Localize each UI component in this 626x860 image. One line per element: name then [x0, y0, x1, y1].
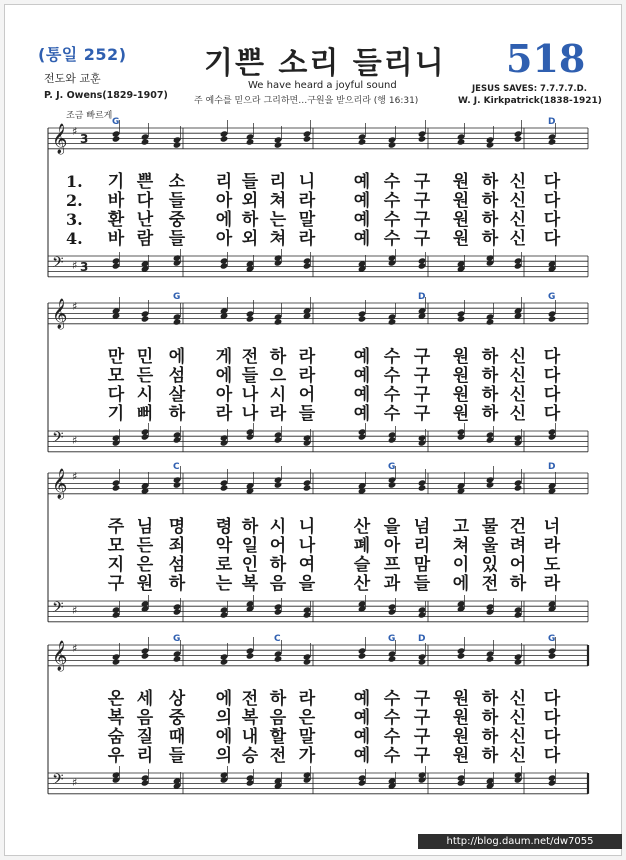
lyric-syllable: 구	[107, 574, 125, 594]
lyric-syllable: 구	[413, 347, 431, 367]
lyric-syllable: 들	[168, 229, 186, 249]
blog-watermark: http://blog.daum.net/dw7055	[418, 834, 622, 849]
key-signature-sharp-icon: ♯	[72, 642, 78, 655]
bass-clef-icon: 𝄢	[52, 771, 64, 792]
lyric-syllable: 신	[509, 708, 527, 728]
chord-symbol: G	[388, 634, 396, 644]
lyric-syllable: 하	[481, 191, 499, 211]
lyric-syllable: 맘	[413, 555, 431, 575]
chord-symbol: D	[418, 634, 426, 644]
lyric-syllable: 예	[353, 385, 371, 405]
lyric-syllable: 신	[509, 191, 527, 211]
lyric-syllable: 기	[107, 404, 125, 424]
lyric-syllable: 원	[452, 385, 470, 405]
lyric-syllable: 수	[383, 746, 401, 766]
lyric-syllable: 신	[509, 172, 527, 192]
lyric-syllable: 쳐	[452, 536, 470, 556]
lyric-syllable: 음	[136, 708, 154, 728]
hymn-title-english: We have heard a joyful sound	[248, 80, 397, 91]
lyric-syllable: 원	[452, 191, 470, 211]
lyric-syllable: 수	[383, 385, 401, 405]
lyric-syllable: 예	[353, 708, 371, 728]
lyric-syllable: 신	[509, 385, 527, 405]
lyric-syllable: 수	[383, 172, 401, 192]
lyric-syllable: 다	[543, 727, 561, 747]
lyric-syllable: 예	[353, 172, 371, 192]
lyric-syllable: 주	[107, 517, 125, 537]
lyric-syllable: 인	[241, 555, 259, 575]
lyric-syllable: 라	[269, 404, 287, 424]
lyric-syllable: 나	[241, 404, 259, 424]
lyric-syllable: 외	[241, 191, 259, 211]
lyric-syllable: 원	[452, 689, 470, 709]
lyric-syllable: 죄	[168, 536, 186, 556]
lyric-syllable: 다	[543, 229, 561, 249]
lyric-syllable: 승	[241, 746, 259, 766]
lyric-syllable: 든	[136, 536, 154, 556]
lyric-line	[0, 347, 626, 367]
lyric-syllable: 신	[509, 229, 527, 249]
lyric-syllable: 구	[413, 210, 431, 230]
lyric-syllable: 음	[269, 574, 287, 594]
tune-name-meter: JESUS SAVES: 7.7.7.7.D.	[472, 84, 587, 94]
lyric-syllable: 수	[383, 689, 401, 709]
lyric-syllable: 세	[136, 689, 154, 709]
lyric-syllable: 예	[353, 191, 371, 211]
lyric-syllable: 다	[543, 347, 561, 367]
lyric-syllable: 모	[107, 536, 125, 556]
lyric-syllable: 예	[353, 366, 371, 386]
hymn-title-korean: 기쁜 소리 들리니	[204, 46, 446, 81]
lyric-syllable: 에	[215, 210, 233, 230]
lyric-syllable: 원	[136, 574, 154, 594]
lyric-syllable: 다	[136, 191, 154, 211]
lyric-syllable: 신	[509, 210, 527, 230]
lyric-syllable: 구	[413, 404, 431, 424]
lyric-syllable: 하	[241, 517, 259, 537]
lyric-syllable: 예	[353, 229, 371, 249]
lyric-syllable: 려	[509, 536, 527, 556]
treble-clef-icon: 𝄞	[52, 299, 68, 329]
lyric-line	[0, 708, 626, 728]
lyric-syllable: 기	[107, 172, 125, 192]
lyric-syllable: 민	[136, 347, 154, 367]
lyric-syllable: 원	[452, 727, 470, 747]
lyric-syllable: 여	[298, 555, 316, 575]
lyric-syllable: 전	[481, 574, 499, 594]
key-signature-sharp-icon: ♯	[72, 300, 78, 313]
lyric-syllable: 할	[269, 727, 287, 747]
lyric-syllable: 들	[241, 172, 259, 192]
lyricist-credit: P. J. Owens(1829-1907)	[44, 90, 168, 101]
verse-number: 4.	[66, 229, 83, 248]
lyric-syllable: 하	[481, 746, 499, 766]
lyric-line	[0, 404, 626, 424]
lyric-syllable: 어	[509, 555, 527, 575]
lyric-syllable: 예	[353, 746, 371, 766]
lyric-syllable: 든	[136, 366, 154, 386]
lyric-syllable: 원	[452, 347, 470, 367]
lyric-syllable: 라	[298, 366, 316, 386]
lyric-syllable: 숨	[107, 727, 125, 747]
lyric-syllable: 들	[413, 574, 431, 594]
lyric-syllable: 구	[413, 366, 431, 386]
lyric-syllable: 다	[543, 366, 561, 386]
lyric-syllable: 소	[168, 172, 186, 192]
lyric-syllable: 예	[353, 689, 371, 709]
lyric-syllable: 는	[215, 574, 233, 594]
lyric-syllable: 다	[543, 708, 561, 728]
lyric-syllable: 구	[413, 727, 431, 747]
lyric-syllable: 다	[543, 689, 561, 709]
bass-staff	[48, 423, 588, 452]
lyric-syllable: 원	[452, 746, 470, 766]
lyric-syllable: 말	[298, 210, 316, 230]
lyric-line	[0, 229, 626, 249]
verse-number: 2.	[66, 191, 83, 210]
lyric-syllable: 과	[383, 574, 401, 594]
lyric-syllable: 하	[481, 708, 499, 728]
lyric-syllable: 하	[168, 404, 186, 424]
treble-clef-icon: 𝄞	[52, 469, 68, 499]
chord-symbol: G	[548, 634, 556, 644]
chord-symbol: D	[548, 462, 556, 472]
chord-symbol: C	[274, 634, 281, 644]
lyric-syllable: 가	[298, 746, 316, 766]
lyric-syllable: 으	[269, 366, 287, 386]
lyric-syllable: 명	[168, 517, 186, 537]
lyric-syllable: 수	[383, 229, 401, 249]
verse-number: 3.	[66, 210, 83, 229]
lyric-syllable: 다	[543, 191, 561, 211]
unified-hymn-number: (통일 252)	[38, 45, 127, 64]
lyric-syllable: 신	[509, 366, 527, 386]
lyric-line	[0, 746, 626, 766]
lyric-syllable: 수	[383, 708, 401, 728]
lyric-syllable: 신	[509, 404, 527, 424]
lyric-line	[0, 172, 626, 192]
lyric-syllable: 게	[215, 347, 233, 367]
lyric-syllable: 외	[241, 229, 259, 249]
lyric-syllable: 다	[543, 404, 561, 424]
lyric-syllable: 니	[298, 172, 316, 192]
treble-clef-icon: 𝄞	[52, 641, 68, 671]
lyric-syllable: 산	[353, 517, 371, 537]
lyric-syllable: 수	[383, 347, 401, 367]
treble-staff	[48, 120, 588, 155]
lyric-syllable: 예	[353, 727, 371, 747]
lyric-syllable: 구	[413, 689, 431, 709]
lyric-syllable: 다	[543, 746, 561, 766]
lyric-syllable: 의	[215, 746, 233, 766]
lyric-syllable: 프	[383, 555, 401, 575]
lyric-syllable: 은	[136, 555, 154, 575]
lyric-syllable: 구	[413, 708, 431, 728]
lyric-syllable: 예	[353, 210, 371, 230]
treble-staff	[48, 297, 588, 330]
hymn-number: 518	[506, 36, 586, 81]
lyric-syllable: 하	[481, 172, 499, 192]
lyric-syllable: 하	[481, 404, 499, 424]
lyric-syllable: 하	[481, 689, 499, 709]
verse-number: 1.	[66, 172, 83, 191]
lyric-syllable: 어	[298, 385, 316, 405]
lyric-syllable: 쳐	[269, 229, 287, 249]
lyric-syllable: 들	[298, 404, 316, 424]
lyric-syllable: 원	[452, 172, 470, 192]
lyric-line	[0, 517, 626, 537]
lyric-syllable: 에	[215, 366, 233, 386]
key-signature-sharp-icon: ♯	[72, 604, 78, 617]
lyric-syllable: 도	[543, 555, 561, 575]
lyric-syllable: 원	[452, 708, 470, 728]
lyric-syllable: 하	[269, 347, 287, 367]
key-signature-sharp-icon: ♯	[72, 125, 78, 138]
bass-clef-icon: 𝄢	[52, 599, 64, 620]
scripture-reference: 주 예수를 믿으라 그리하면…구원을 받으리라 (행 16:31)	[194, 96, 419, 106]
lyric-syllable: 내	[241, 727, 259, 747]
lyric-syllable: 을	[298, 574, 316, 594]
lyric-syllable: 수	[383, 727, 401, 747]
lyric-syllable: 건	[509, 517, 527, 537]
lyric-syllable: 살	[168, 385, 186, 405]
lyric-syllable: 쁜	[136, 172, 154, 192]
lyric-syllable: 구	[413, 746, 431, 766]
lyric-syllable: 람	[136, 229, 154, 249]
lyric-syllable: 로	[215, 555, 233, 575]
lyric-syllable: 시	[269, 517, 287, 537]
bass-staff	[48, 595, 588, 622]
lyric-line	[0, 555, 626, 575]
lyric-syllable: 는	[269, 210, 287, 230]
lyric-syllable: 섬	[168, 555, 186, 575]
key-signature-sharp-icon: ♯	[72, 470, 78, 483]
lyric-syllable: 나	[298, 536, 316, 556]
lyric-syllable: 하	[168, 574, 186, 594]
lyric-syllable: 상	[168, 689, 186, 709]
hymn-category: 전도와 교훈	[44, 72, 101, 85]
bass-clef-icon: 𝄢	[52, 429, 64, 450]
lyric-syllable: 구	[413, 191, 431, 211]
lyric-line	[0, 385, 626, 405]
treble-clef-icon: 𝄞	[52, 124, 68, 154]
lyric-syllable: 리	[413, 536, 431, 556]
lyric-syllable: 이	[452, 555, 470, 575]
lyric-syllable: 리	[215, 172, 233, 192]
lyric-line	[0, 727, 626, 747]
lyric-line	[0, 536, 626, 556]
lyric-syllable: 다	[543, 385, 561, 405]
lyric-syllable: 있	[481, 555, 499, 575]
lyric-syllable: 어	[269, 536, 287, 556]
key-signature-sharp-icon: ♯	[72, 434, 78, 447]
lyric-syllable: 복	[107, 708, 125, 728]
lyric-syllable: 뻐	[136, 404, 154, 424]
lyric-syllable: 니	[298, 517, 316, 537]
time-signature-icon: 3	[80, 260, 89, 274]
lyric-syllable: 폐	[353, 536, 371, 556]
lyric-syllable: 은	[298, 708, 316, 728]
lyric-syllable: 고	[452, 517, 470, 537]
lyric-syllable: 전	[241, 347, 259, 367]
lyric-syllable: 리	[136, 746, 154, 766]
lyric-syllable: 신	[509, 689, 527, 709]
lyric-syllable: 수	[383, 210, 401, 230]
lyric-syllable: 신	[509, 727, 527, 747]
lyric-syllable: 원	[452, 229, 470, 249]
lyric-syllable: 아	[215, 191, 233, 211]
lyric-line	[0, 689, 626, 709]
lyric-syllable: 들	[168, 746, 186, 766]
tempo-marking: 조금 빠르게	[66, 111, 113, 121]
chord-symbol: G	[548, 292, 556, 302]
lyric-syllable: 슬	[353, 555, 371, 575]
lyric-syllable: 하	[481, 366, 499, 386]
lyric-syllable: 에	[452, 574, 470, 594]
lyric-syllable: 구	[413, 229, 431, 249]
lyric-syllable: 온	[107, 689, 125, 709]
lyric-syllable: 라	[298, 229, 316, 249]
bass-staff	[48, 249, 588, 277]
lyric-syllable: 바	[107, 229, 125, 249]
treble-staff	[48, 466, 588, 500]
lyric-syllable: 령	[215, 517, 233, 537]
lyric-syllable: 라	[215, 404, 233, 424]
lyric-syllable: 우	[107, 746, 125, 766]
lyric-line	[0, 191, 626, 211]
lyric-line	[0, 366, 626, 386]
lyric-syllable: 라	[543, 536, 561, 556]
lyric-line	[0, 210, 626, 230]
lyric-syllable: 하	[241, 210, 259, 230]
lyric-syllable: 때	[168, 727, 186, 747]
lyric-syllable: 라	[298, 191, 316, 211]
lyric-syllable: 악	[215, 536, 233, 556]
chord-symbol: G	[388, 462, 396, 472]
key-signature-sharp-icon: ♯	[72, 776, 78, 789]
lyric-syllable: 라	[298, 689, 316, 709]
lyric-syllable: 말	[298, 727, 316, 747]
lyric-syllable: 다	[543, 172, 561, 192]
composer-credit: W. J. Kirkpatrick(1838-1921)	[458, 96, 602, 106]
lyric-syllable: 라	[543, 574, 561, 594]
lyric-syllable: 쳐	[269, 191, 287, 211]
chord-symbol: G	[173, 292, 181, 302]
lyric-syllable: 하	[509, 574, 527, 594]
lyric-syllable: 에	[215, 727, 233, 747]
lyric-syllable: 시	[136, 385, 154, 405]
lyric-syllable: 중	[168, 708, 186, 728]
lyric-syllable: 전	[269, 746, 287, 766]
lyric-syllable: 산	[353, 574, 371, 594]
lyric-syllable: 수	[383, 366, 401, 386]
lyric-syllable: 하	[481, 347, 499, 367]
lyric-syllable: 구	[413, 385, 431, 405]
lyric-syllable: 난	[136, 210, 154, 230]
lyric-syllable: 아	[215, 229, 233, 249]
lyric-syllable: 하	[481, 210, 499, 230]
lyric-syllable: 예	[353, 404, 371, 424]
chord-symbol: G	[112, 117, 120, 127]
time-signature-icon: 3	[80, 132, 89, 146]
lyric-syllable: 물	[481, 517, 499, 537]
lyric-syllable: 신	[509, 746, 527, 766]
lyric-syllable: 일	[241, 536, 259, 556]
lyric-syllable: 지	[107, 555, 125, 575]
lyric-syllable: 하	[481, 229, 499, 249]
lyric-syllable: 라	[298, 347, 316, 367]
lyric-syllable: 원	[452, 404, 470, 424]
lyric-syllable: 환	[107, 210, 125, 230]
bass-clef-icon: 𝄢	[52, 254, 64, 275]
lyric-syllable: 의	[215, 708, 233, 728]
lyric-syllable: 다	[107, 385, 125, 405]
lyric-syllable: 중	[168, 210, 186, 230]
lyric-syllable: 님	[136, 517, 154, 537]
lyric-syllable: 음	[269, 708, 287, 728]
chord-symbol: D	[418, 292, 426, 302]
lyric-syllable: 너	[543, 517, 561, 537]
lyric-syllable: 들	[241, 366, 259, 386]
lyric-syllable: 나	[241, 385, 259, 405]
lyric-syllable: 수	[383, 404, 401, 424]
lyric-syllable: 신	[509, 347, 527, 367]
lyric-syllable: 울	[481, 536, 499, 556]
lyric-syllable: 을	[383, 517, 401, 537]
lyric-syllable: 복	[241, 708, 259, 728]
chord-symbol: D	[548, 117, 556, 127]
lyric-syllable: 다	[543, 210, 561, 230]
lyric-syllable: 들	[168, 191, 186, 211]
lyric-syllable: 원	[452, 210, 470, 230]
lyric-syllable: 예	[353, 347, 371, 367]
lyric-syllable: 아	[215, 385, 233, 405]
chord-symbol: C	[173, 462, 180, 472]
lyric-syllable: 아	[383, 536, 401, 556]
lyric-syllable: 수	[383, 191, 401, 211]
lyric-syllable: 하	[481, 727, 499, 747]
lyric-syllable: 하	[269, 689, 287, 709]
lyric-syllable: 리	[269, 172, 287, 192]
lyric-syllable: 원	[452, 366, 470, 386]
lyric-syllable: 질	[136, 727, 154, 747]
lyric-syllable: 섬	[168, 366, 186, 386]
lyric-syllable: 만	[107, 347, 125, 367]
lyric-syllable: 전	[241, 689, 259, 709]
lyric-line	[0, 574, 626, 594]
lyric-syllable: 시	[269, 385, 287, 405]
bass-staff	[48, 766, 588, 794]
lyric-syllable: 하	[481, 385, 499, 405]
lyric-syllable: 구	[413, 172, 431, 192]
chord-symbol: G	[173, 634, 181, 644]
treble-staff	[48, 637, 588, 672]
lyric-syllable: 에	[168, 347, 186, 367]
lyric-syllable: 하	[269, 555, 287, 575]
lyric-syllable: 복	[241, 574, 259, 594]
lyric-syllable: 넘	[413, 517, 431, 537]
lyric-syllable: 바	[107, 191, 125, 211]
key-signature-sharp-icon: ♯	[72, 259, 78, 272]
lyric-syllable: 에	[215, 689, 233, 709]
lyric-syllable: 모	[107, 366, 125, 386]
